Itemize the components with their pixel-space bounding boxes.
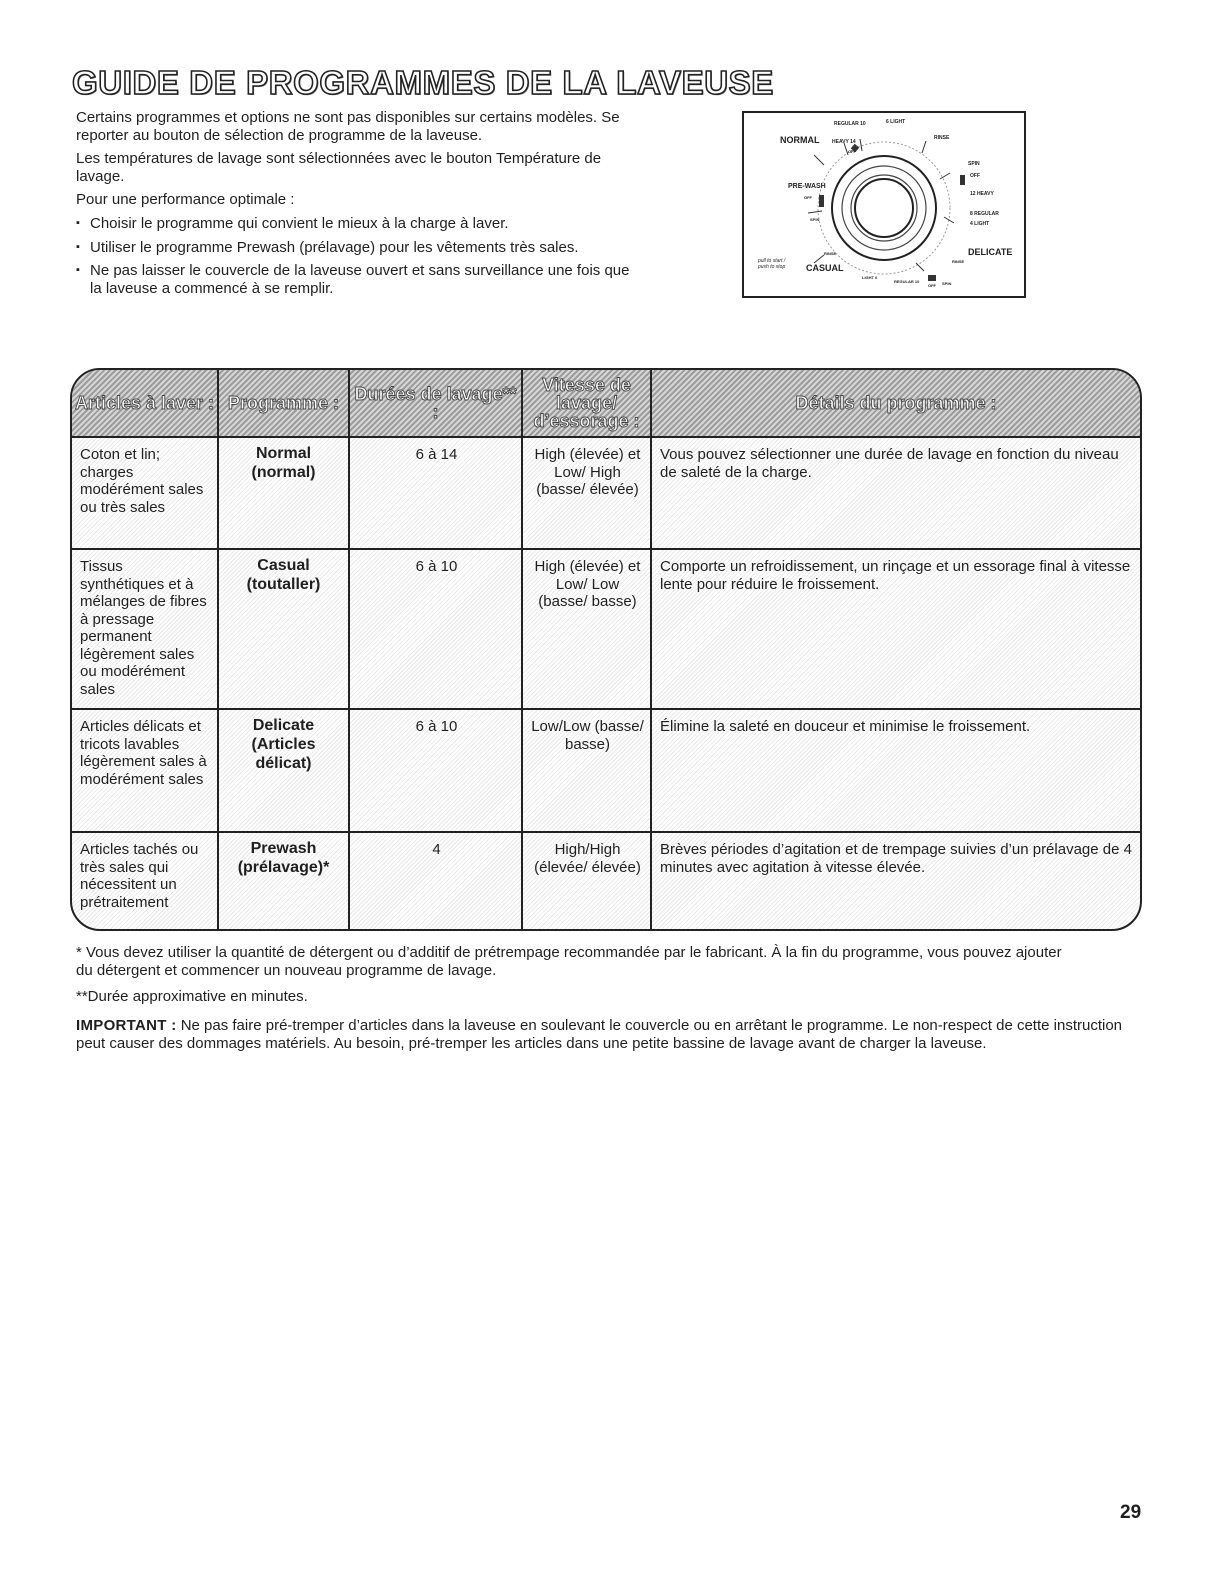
table-row: [72, 548, 1140, 708]
dial-label: RINSE: [934, 135, 950, 141]
dial-label: SPIN: [810, 217, 820, 222]
dial-label-casual: CASUAL: [806, 263, 844, 273]
cell-wash-time: 4: [350, 833, 523, 931]
cell-speed: High/High (élevée/ élevée): [523, 833, 652, 931]
dial-pull-note: pull to start / push to stop: [758, 258, 786, 270]
dial-label: RINSE: [952, 259, 965, 264]
dial-label: OFF: [848, 149, 856, 154]
tip-item: ▪ Utiliser le programme Prewash (prélavage) pour les vêtements très sales.: [76, 239, 636, 257]
column-header-details: Détails du programme :: [652, 370, 1140, 438]
cell-articles: Articles tachés ou très sales qui nécessitent un prétraitement: [72, 833, 219, 931]
cell-details: Élimine la saleté en douceur et minimise le froissement.: [660, 718, 1031, 735]
cell-speed: Low/Low (basse/ basse): [523, 710, 652, 831]
cell-wash-time: 6 à 10: [350, 550, 523, 708]
dial-label: OFF: [928, 283, 936, 288]
dial-label: SPIN: [968, 161, 980, 167]
footnote-detergent: * Vous devez utiliser la quantité de détergent ou d’additif de prétrempage recommandée par le fabricant. À la fin du programme, vous pouvez ajouter du détergent et commencer un nouveau programme de lavage.: [76, 944, 1062, 979]
dial-label-delicate: DELICATE: [968, 247, 1013, 257]
dial-label: 8 REGULAR: [970, 211, 999, 217]
dial-label-prewash: PRE-WASH: [788, 183, 826, 190]
table-row: [72, 831, 1140, 931]
dial-label: OFF: [804, 195, 812, 200]
cell-articles: Tissus synthétiques et à mélanges de fibres à pressage permanent légèrement sales ou modérément sales: [72, 550, 219, 708]
dial-label-normal: NORMAL: [780, 135, 820, 145]
tips-list: [76, 215, 636, 297]
cell-wash-time: 6 à 14: [350, 438, 523, 548]
cell-speed: High (élevée) et Low/ High (basse/ élevée): [523, 438, 652, 548]
table-row: [72, 438, 1140, 548]
cell-program: Delicate (Articles délicat): [219, 710, 350, 831]
wash-cycle-table: [70, 368, 1142, 931]
intro-paragraph: Certains programmes et options ne sont pas disponibles sur certains modèles. Se reporter au bouton de sélection de programme de la laveuse.: [76, 109, 620, 144]
important-label: IMPORTANT :: [76, 1017, 177, 1034]
dial-label: 4 LIGHT: [970, 221, 990, 227]
cell-program: Casual (toutaller): [219, 550, 350, 708]
cell-speed: High (élevée) et Low/ Low (basse/ basse): [523, 550, 652, 708]
column-header-speed: Vitesse de lavage/ d’essorage :: [523, 370, 652, 438]
dial-label: SPIN: [942, 281, 952, 286]
cell-program: Normal (normal): [219, 438, 350, 548]
column-header-program: Programme :: [219, 370, 350, 438]
cell-articles: Articles délicats et tricots lavables légèrement sales à modérément sales: [72, 710, 219, 831]
dial-label: 12 HEAVY: [970, 191, 994, 197]
cell-details: Brèves périodes d’agitation et de trempage suivies d’un prélavage de 4 minutes avec agitation à vitesse élevée.: [660, 841, 1132, 876]
cell-program: Prewash (prélavage)*: [219, 833, 350, 931]
dial-label: 6 LIGHT: [886, 119, 906, 125]
cycle-selector-dial-illustration: [742, 111, 1026, 298]
cell-details: Comporte un refroidissement, un rinçage et un essorage final à vitesse lente pour réduire le froissement.: [660, 558, 1131, 593]
intro-paragraph: Pour une performance optimale :: [76, 191, 295, 209]
column-header-wash-time: Durées de lavage** :: [350, 370, 523, 438]
dial-label: REGULAR 10: [834, 121, 866, 127]
page-title: GUIDE DE PROGRAMMES DE LA LAVEUSE: [72, 64, 774, 101]
important-notice: [76, 1017, 1136, 1053]
tip-item: ▪ Choisir le programme qui convient le mieux à la charge à laver.: [76, 215, 636, 233]
cell-details: Vous pouvez sélectionner une durée de lavage en fonction du niveau de saleté de la charge.: [660, 446, 1119, 481]
dial-label: LIGHT 6: [862, 275, 878, 280]
table-row: [72, 708, 1140, 831]
intro-text: [76, 109, 636, 303]
dial-label: HEAVY 14: [832, 139, 856, 145]
important-text: Ne pas faire pré-tremper d’articles dans la laveuse en soulevant le couvercle ou en arrêtant le programme. Le non-respect de cette instruction peut causer des dommages matériels. Au besoin, pré-tremper les articles dans une petite bassine de lavage avant de charger la laveuse.: [76, 1017, 1123, 1052]
footnote-duration: **Durée approximative en minutes.: [76, 988, 308, 1005]
intro-paragraph: Les températures de lavage sont sélectionnées avec le bouton Température de lavage.: [76, 150, 602, 185]
cell-articles: Coton et lin; charges modérément sales ou très sales: [72, 438, 219, 548]
page-number: 29: [1120, 1502, 1142, 1523]
tip-item: ▪ Ne pas laisser le couvercle de la laveuse ouvert et sans surveillance une fois que la laveuse a commencé à se remplir.: [76, 262, 636, 297]
dial-label: RINSE: [824, 251, 837, 256]
column-header-articles: Articles à laver :: [72, 370, 219, 438]
cell-wash-time: 6 à 10: [350, 710, 523, 831]
dial-label: REGULAR 10: [894, 279, 920, 284]
dial-label: OFF: [970, 173, 980, 179]
